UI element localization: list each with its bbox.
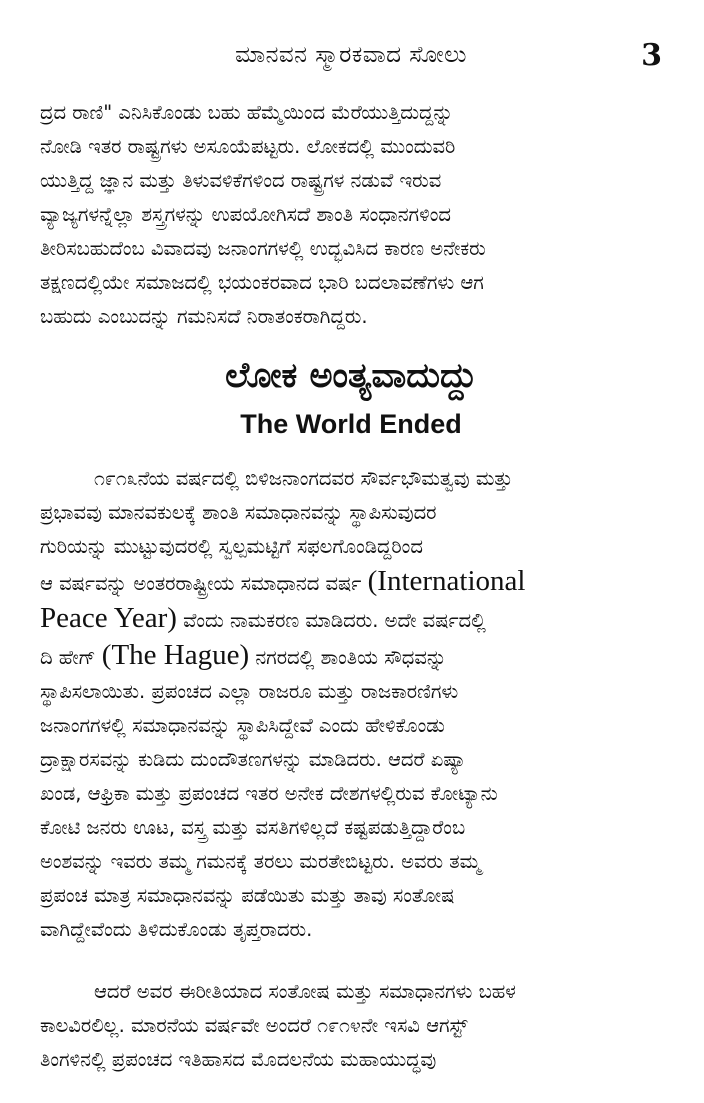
text-line: ಗುರಿಯನ್ನು ಮುಟ್ಟುವುದರಲ್ಲಿ ಸ್ವಲ್ಪಮಟ್ಟಿಗೆ ಸಫಲಗೊಂಡಿದ್ದರಿಂದ	[40, 535, 423, 558]
paragraph-gap	[40, 947, 662, 975]
text-line	[40, 601, 662, 638]
text-line: ದ್ರಾಕ್ಷಾರಸವನ್ನು ಕುಡಿದು ದುಂದೌತಣಗಳನ್ನು ಮಾಡಿದರು. ಆದರೆ ಏಷ್ಯಾ	[40, 748, 467, 771]
text-line: ಸ್ಥಾಪಿಸಲಾಯಿತು. ಪ್ರಪಂಚದ ಎಲ್ಲಾ ರಾಜರೂ ಮತ್ತು ರಾಜಕಾರಣಿಗಳು	[40, 680, 459, 703]
running-title: ಮಾನವನ ಸ್ಮಾರಕವಾದ ಸೋಲು	[235, 42, 467, 68]
text-line: ತೀರಿಸಬಹುದೆಂಬ ವಿವಾದವು ಜನಾಂಗಗಳಲ್ಲಿ ಉದ್ಭವಿಸಿದ ಕಾರಣ ಅನೇಕರು	[40, 237, 486, 260]
text-line: ದ್ರದ ರಾಣಿ" ಎನಿಸಿಕೊಂಡು ಬಹು ಹೆಮ್ಮೆಯಿಂದ ಮೆರೆಯುತ್ತಿದುದ್ದನ್ನು	[40, 101, 454, 124]
text-line: ಆದರೆ ಅವರ ಈರೀತಿಯಾದ ಸಂತೋಷ ಮತ್ತು ಸಮಾಧಾನಗಳು ಬಹಳ	[94, 980, 516, 1003]
text-line: ಖಂಡ, ಆಫ್ರಿಕಾ ಮತ್ತು ಪ್ರಪಂಚದ ಇತರ ಅನೇಕ ದೇಶಗಳಲ್ಲಿರುವ ಕೋಟ್ಯಾನು	[40, 782, 498, 805]
text-line: ಬಹುದು ಎಂಬುದನ್ನು ಗಮನಿಸದೆ ನಿರಾತಂಕರಾಗಿದ್ದರು.	[40, 305, 368, 328]
text-line: ನೋಡಿ ಇತರ ರಾಷ್ಟ್ರಗಳು ಅಸೂಯೆಪಟ್ಟರು. ಲೋಕದಲ್ಲಿ ಮುಂದುವರಿ	[40, 135, 456, 158]
text-fragment: ವೆಂದು ನಾಮಕರಣ ಮಾಡಿದರು. ಅದೇ ವರ್ಷದಲ್ಲಿ	[183, 609, 486, 632]
paragraph-1	[40, 96, 662, 334]
page-number: 3	[641, 38, 662, 73]
text-line: ಪ್ರಭಾವವು ಮಾನವಕುಲಕ್ಕೆ ಶಾಂತಿ ಸಮಾಧಾನವನ್ನು ಸ್ಥಾಪಿಸುವುದರ	[40, 501, 437, 524]
text-fragment: ಆ ವರ್ಷವನ್ನು ಅಂತರರಾಷ್ಟ್ರೀಯ ಸಮಾಧಾನದ ವರ್ಷ	[40, 572, 362, 595]
section-subtitle: The World Ended	[240, 409, 462, 439]
page-header	[40, 0, 662, 96]
text-line: ಜನಾಂಗಗಳಲ್ಲಿ ಸಮಾಧಾನವನ್ನು ಸ್ಥಾಪಿಸಿದ್ದೇವೆ ಎಂದು ಹೇಳಿಕೊಂಡು	[40, 714, 445, 737]
text-line: ಯುತ್ತಿದ್ದ ಜ್ಞಾನ ಮತ್ತು ತಿಳುವಳಿಕೆಗಳಿಂದ ರಾಷ್ಟ್ರಗಳ ನಡುವೆ ಇರುವ	[40, 169, 442, 192]
text-line: ಕಾಲವಿರಲಿಲ್ಲ. ಮಾರನೆಯ ವರ್ಷವೇ ಅಂದರೆ ೧೯೧೪ನೇ ಇಸವಿ ಆಗಸ್ಟ್	[40, 1014, 468, 1037]
text-line: ತಕ್ಷಣದಲ್ಲಿಯೇ ಸಮಾಜದಲ್ಲಿ ಭಯಂಕರವಾದ ಭಾರಿ ಬದಲಾವಣೆಗಳು ಆಗ	[40, 271, 484, 294]
text-line: ವ್ಯಾಜ್ಯಗಳನ್ನೆಲ್ಲಾ ಶಸ್ತ್ರಗಳನ್ನು ಉಪಯೋಗಿಸದೆ ಶಾಂತಿ ಸಂಧಾನಗಳಿಂದ	[40, 203, 451, 226]
paragraph-2	[40, 462, 662, 947]
english-term: Peace Year)	[40, 602, 177, 634]
text-line: ೧೯೧೩ನೆಯ ವರ್ಷದಲ್ಲಿ ಬಿಳಿಜನಾಂಗದವರ ಸೌರ್ವಭೌಮತ್ವವು ಮತ್ತು	[94, 467, 513, 490]
text-line: ಪ್ರಪಂಚ ಮಾತ್ರ ಸಮಾಧಾನವನ್ನು ಪಡೆಯಿತು ಮತ್ತು ತಾವು ಸಂತೋಷ	[40, 884, 455, 907]
paragraph-3	[40, 975, 662, 1077]
text-line	[40, 564, 662, 601]
english-term: (International	[367, 565, 526, 597]
text-line	[40, 638, 662, 675]
text-line: ಕೋಟಿ ಜನರು ಊಟ, ವಸ್ತ್ರ ಮತ್ತು ವಸತಿಗಳಿಲ್ಲದೆ ಕಷ್ಟಪಡುತ್ತಿದ್ದಾರೆಂಬ	[40, 816, 466, 839]
text-line: ತಿಂಗಳಿನಲ್ಲಿ ಪ್ರಪಂಚದ ಇತಿಹಾಸದ ಮೊದಲನೆಯ ಮಹಾಯುದ್ಧವು	[40, 1048, 437, 1071]
text-fragment: ದಿ ಹೇಗ್	[40, 646, 96, 669]
text-line: ಅಂಶವನ್ನು ಇವರು ತಮ್ಮ ಗಮನಕ್ಕೆ ತರಲು ಮರತೇಬಿಟ್ಟರು. ಅವರು ತಮ್ಮ	[40, 850, 481, 873]
text-line: ವಾಗಿದ್ದೇವೆಂದು ತಿಳಿದುಕೊಂಡು ತೃಪ್ತರಾದರು.	[40, 918, 313, 941]
text-fragment: ನಗರದಲ್ಲಿ ಶಾಂತಿಯ ಸೌಧವನ್ನು	[255, 646, 447, 669]
section-title: ಲೋಕ ಅಂತ್ಯವಾದುದ್ದು	[225, 356, 477, 396]
english-term: (The Hague)	[101, 639, 250, 671]
